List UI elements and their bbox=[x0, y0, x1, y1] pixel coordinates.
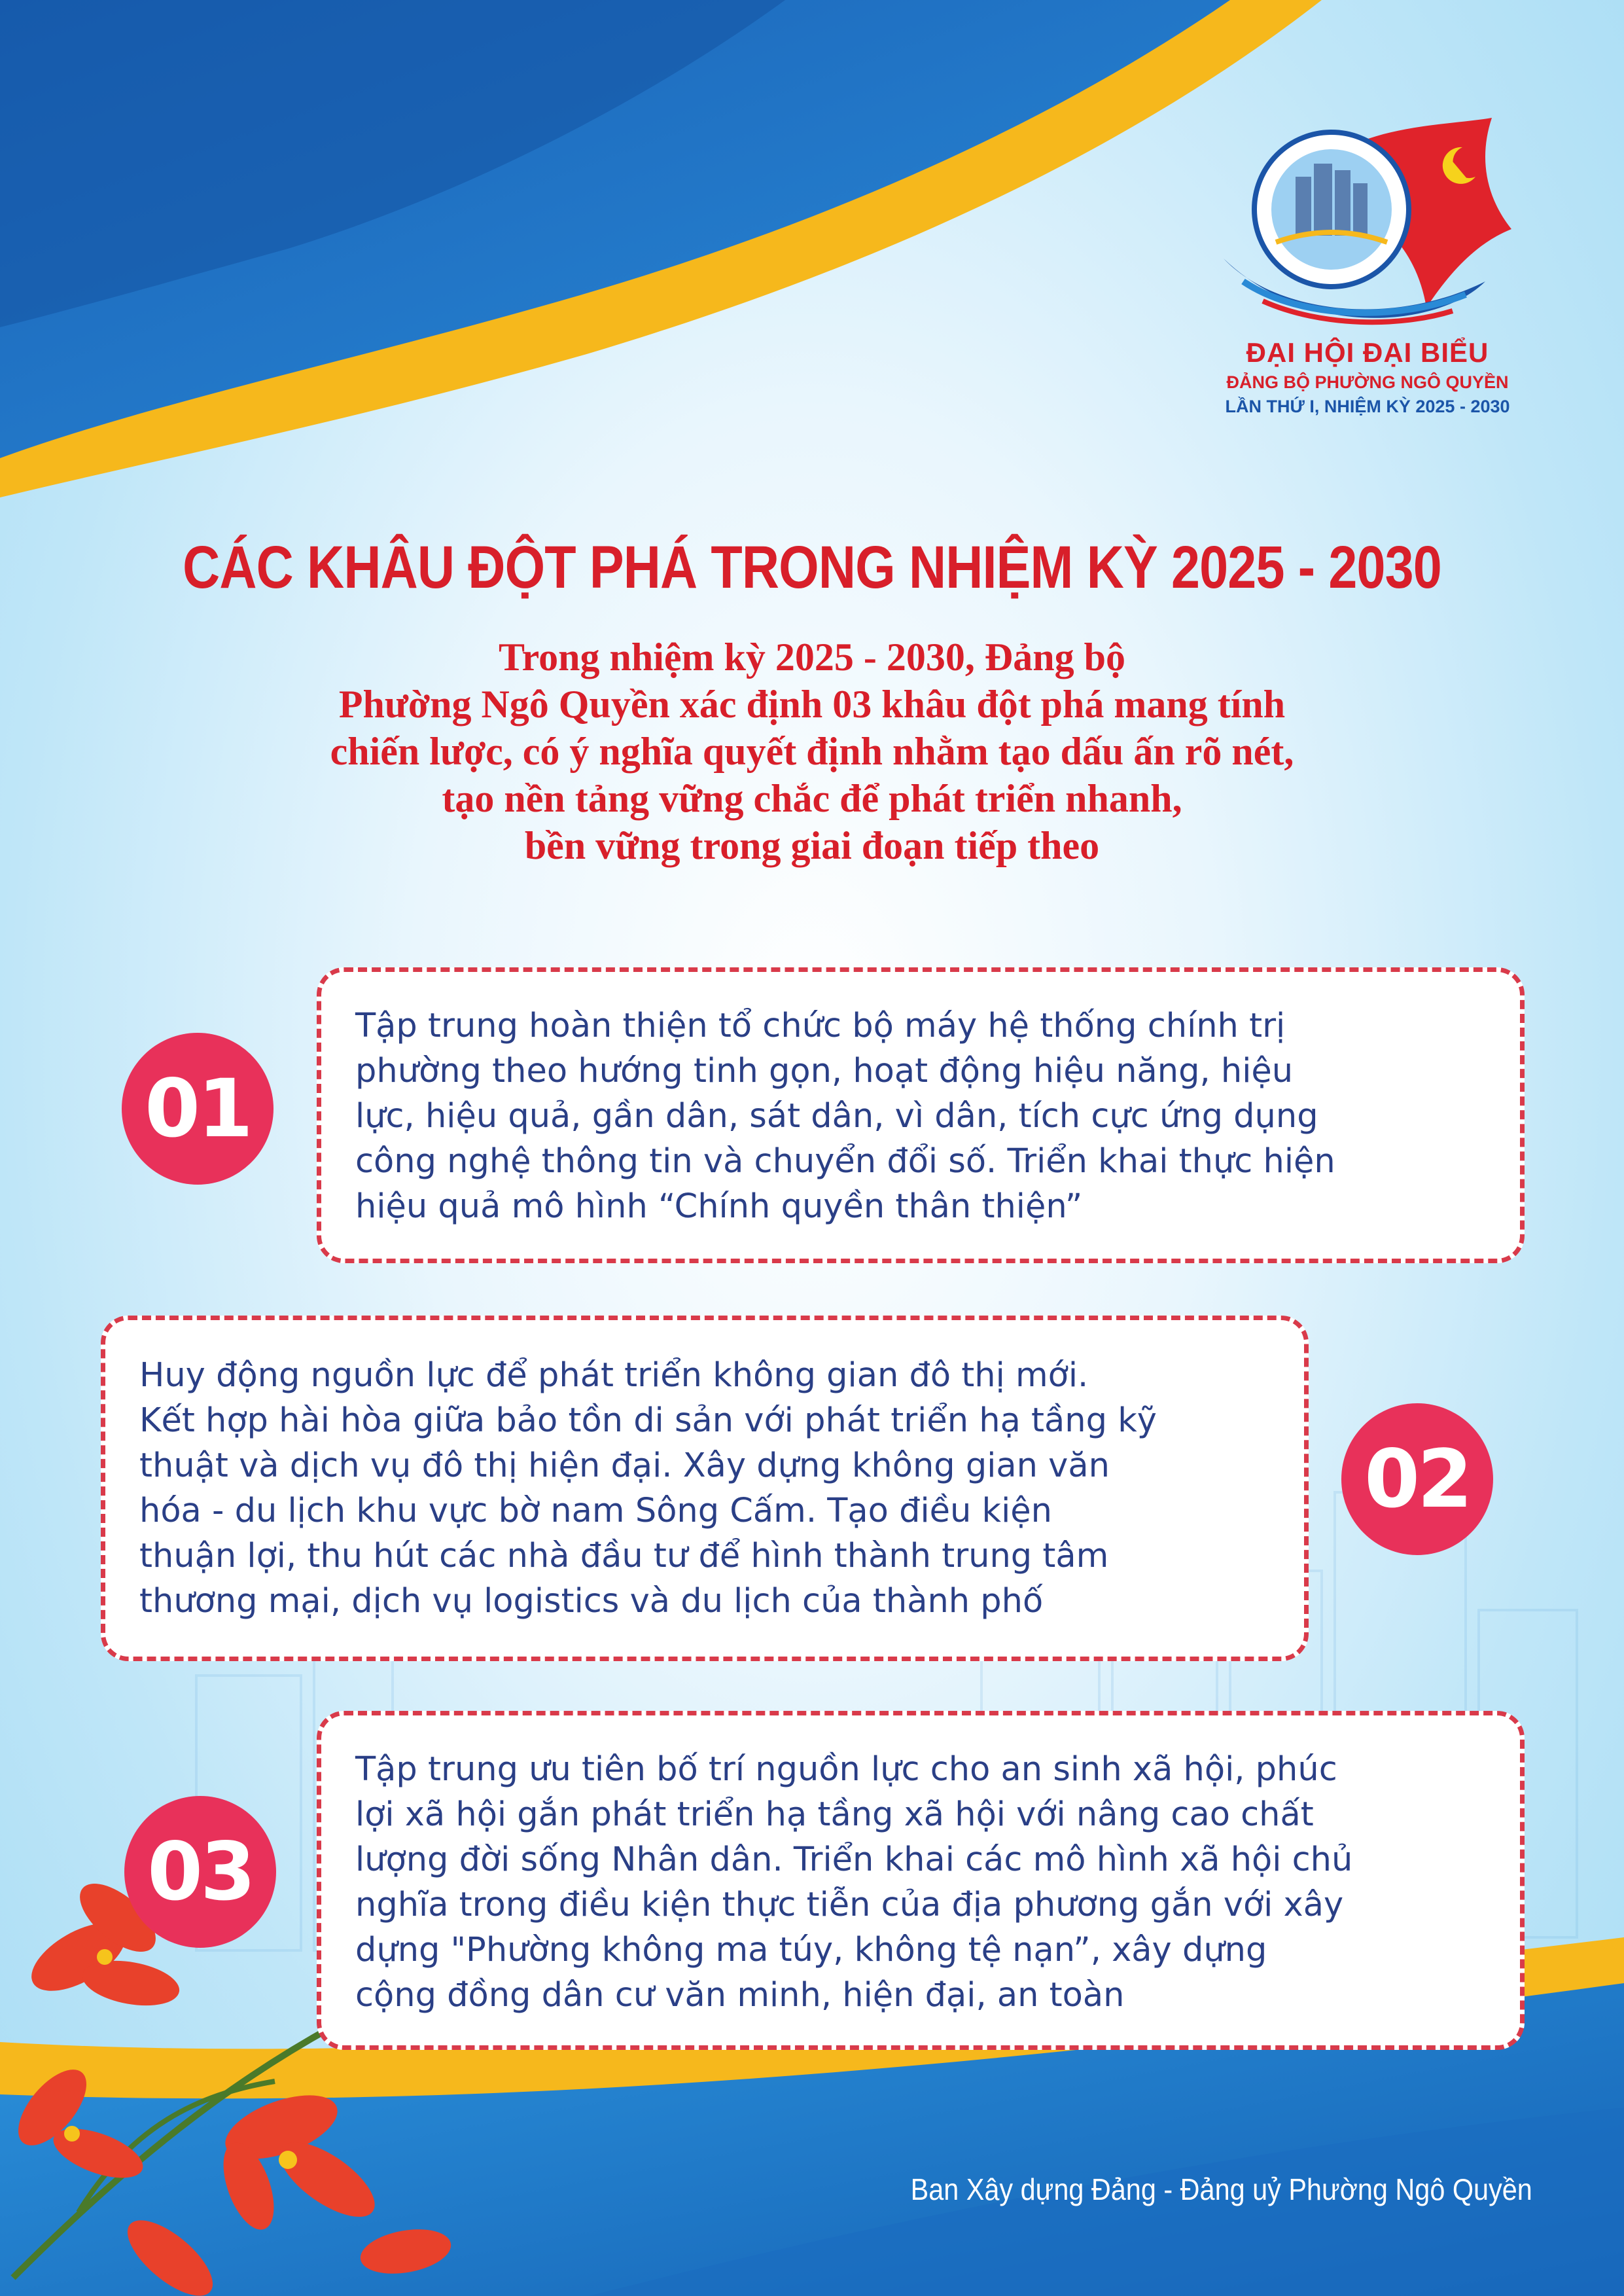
intro-line: Phường Ngô Quyền xác định 03 khâu đột phá mang tính bbox=[338, 683, 1286, 726]
card-line: Kết hợp hài hòa giữa bảo tồn di sản với phát triển hạ tầng kỹ bbox=[139, 1401, 1157, 1440]
logo-title: ĐẠI HỘI ĐẠI BIỂU bbox=[1246, 337, 1489, 368]
card-line: thương mại, dịch vụ logistics và du lịch của thành phố bbox=[139, 1582, 1044, 1621]
intro-line: tạo nền tảng vững chắc để phát triển nhanh, bbox=[442, 777, 1182, 820]
breakthrough-card-03 bbox=[317, 1711, 1525, 2050]
footer-credit: Ban Xây dựng Đảng - Đảng uỷ Phường Ngô Quyền bbox=[910, 2172, 1532, 2206]
card-line: Tập trung ưu tiên bố trí nguồn lực cho an sinh xã hội, phúc bbox=[355, 1750, 1337, 1789]
card-line: thuật và dịch vụ đô thị hiện đại. Xây dựng không gian văn bbox=[139, 1446, 1110, 1485]
card-line: lợi xã hội gắn phát triển hạ tầng xã hội với nâng cao chất bbox=[355, 1795, 1314, 1834]
card-line: hóa - du lịch khu vực bờ nam Sông Cấm. Tạo điều kiện bbox=[139, 1492, 1052, 1530]
card-line: công nghệ thông tin và chuyển đổi số. Triển khai thực hiện bbox=[355, 1142, 1335, 1181]
intro-line: bền vững trong giai đoạn tiếp theo bbox=[524, 824, 1100, 867]
number-badge-01: 01 bbox=[122, 1033, 274, 1185]
page-title: CÁC KHÂU ĐỘT PHÁ TRONG NHIỆM KỲ 2025 - 2030 bbox=[183, 534, 1441, 601]
logo-subtitle: ĐẢNG BỘ PHƯỜNG NGÔ QUYỀN bbox=[1226, 372, 1509, 392]
logo-caption bbox=[1152, 337, 1583, 417]
card-line: cộng đồng dân cư văn minh, hiện đại, an toàn bbox=[355, 1976, 1125, 2015]
card-line: nghĩa trong điều kiện thực tiễn của địa phương gắn với xây bbox=[355, 1886, 1344, 1924]
breakthrough-card-02 bbox=[101, 1316, 1309, 1661]
intro-line: Trong nhiệm kỳ 2025 - 2030, Đảng bộ bbox=[499, 636, 1125, 679]
card-line: hiệu quả mô hình “Chính quyền thân thiện” bbox=[355, 1187, 1083, 1226]
logo-term: LẦN THỨ I, NHIỆM KỲ 2025 - 2030 bbox=[1225, 397, 1510, 416]
card-line: lượng đời sống Nhân dân. Triển khai các mô hình xã hội chủ bbox=[355, 1840, 1353, 1879]
breakthrough-card-01 bbox=[317, 967, 1525, 1263]
intro-paragraph bbox=[262, 634, 1362, 869]
card-line: Tập trung hoàn thiện tổ chức bộ máy hệ thống chính trị bbox=[355, 1007, 1286, 1045]
card-line: lực, hiệu quả, gần dân, sát dân, vì dân, tích cực ứng dụng bbox=[355, 1097, 1318, 1136]
card-line: thuận lợi, thu hút các nhà đầu tư để hình thành trung tâm bbox=[139, 1537, 1109, 1575]
number-badge-02: 02 bbox=[1341, 1403, 1493, 1555]
card-line: phường theo hướng tinh gọn, hoạt động hiệu năng, hiệu bbox=[355, 1052, 1294, 1090]
intro-line: chiến lược, có ý nghĩa quyết định nhằm tạo dấu ấn rõ nét, bbox=[330, 730, 1294, 773]
card-line: dựng "Phường không ma túy, không tệ nạn”, xây dựng bbox=[355, 1931, 1267, 1969]
number-badge-03: 03 bbox=[124, 1796, 276, 1948]
card-line: Huy động nguồn lực để phát triển không gian đô thị mới. bbox=[139, 1356, 1089, 1395]
